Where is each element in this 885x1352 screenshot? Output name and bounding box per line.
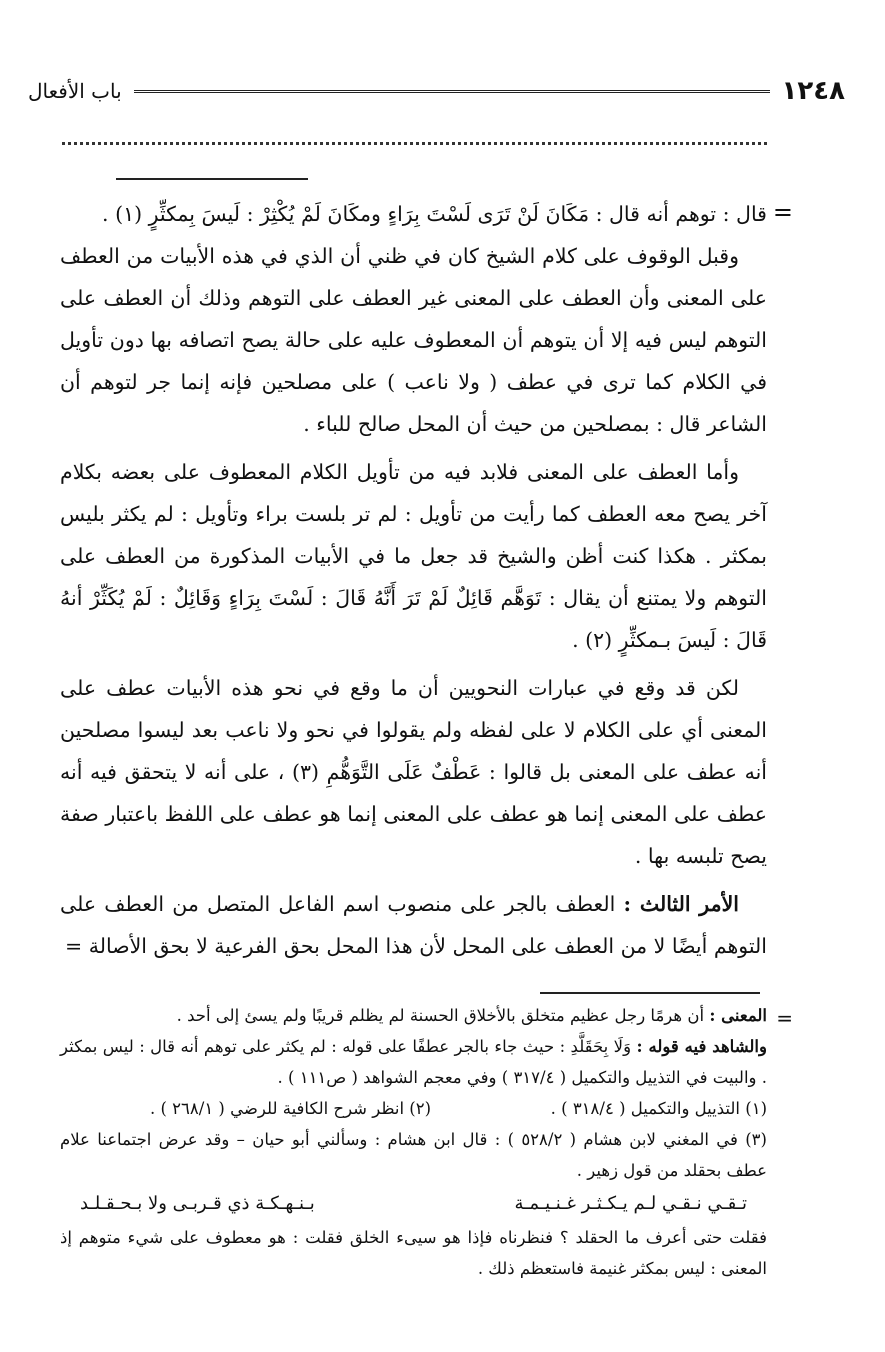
footnote-3-continued: فقلت حتى أعرف ما الحقلد ؟ فنظرناه فإذا هو سيىء الخلق فقلت : هو معطوف على شيء متوهم إذ المعنى : ليس بمكثر غنيمة فاستعظم ذلك .: [60, 1228, 767, 1278]
continuation-mark-top: =: [772, 198, 793, 226]
continuation-mark-footnote: =: [776, 1006, 793, 1030]
verse-line: [60, 1186, 767, 1222]
footnotes: [60, 1000, 767, 1284]
paragraph-2: وقبل الوقوف على كلام الشيخ كان في ظني أن الذي في هذه الأبيات من العطف على المعنى وأن العطف على المعنى غير العطف على التوهم وذلك أن العطف على التوهم ليس فيه إلا أن يتوهم أن المعطوف عليه على حالة يصح اتصافه بها دون تأويل في الكلام كما ترى في عطف ( ولا ناعب ) على مصلحين فإنه إنما جر لتوهم أن الشاعر قال : بمصلحين من حيث أن المحل صالح للباء .: [60, 244, 767, 436]
header-rule: [134, 90, 770, 93]
paragraph-3: وأما العطف على المعنى فلابد فيه من تأويل الكلام المعطوف على بعضه بكلام آخر يصح معه العطف كما رأيت من تأويل : لم تر بلست براء وتأويل : لم يكثر بليس بمكثر . هكذا كنت أظن والشيخ قد جعل ما في الأبيات المذكورة من العطف على التوهم ولا يمتنع أن يقال : تَوَهَّم قَائِلٌ لَمْ تَرَ أَنَّهُ قَالَ : لَسْتَ بِرَاءٍ وَقَائِلٌ : لَمْ يُكَثِّرْ أنهُ قَالَ : لَيسَ بـمكثِّرٍ (٢) .: [60, 460, 767, 652]
page-header: [28, 74, 845, 108]
footnote-separator: [540, 992, 760, 994]
footnote-3: (٣) في المغني لابن هشام ( ٥٢٨/٢ ) : قال ابن هشام : وسألني أبو حيان – وقد عرض اجتماعنا علام عطف بحقلد من قول زهير .: [60, 1130, 767, 1180]
paragraph-5-lead: الأمر الثالث :: [623, 892, 739, 916]
running-head: باب الأفعال: [28, 79, 122, 103]
paragraph-5: [60, 883, 767, 967]
dotted-separator: [62, 142, 767, 145]
paragraph-1: قال : توهم أنه قال : مَكَانَ لَنْ تَرَى لَسْتَ بِرَاءٍ ومكَانَ لَمْ يُكْثِرْ : لَيسَ بِمكثِّرٍ (١) .: [102, 202, 767, 226]
footnote-meaning-text: أن هرمًا رجل عظيم متخلق بالأخلاق الحسنة لم يظلم قريبًا ولم يسئ إلى أحد .: [176, 1006, 710, 1025]
footnote-meaning-lead: المعنى :: [709, 1006, 767, 1025]
footnote-2: (٢) انظر شرح الكافية للرضي ( ٢٦٨/١ ) .: [150, 1099, 432, 1118]
footnote-evidence: [60, 1031, 767, 1093]
verse-hemistich-left: بـنـهـكـة ذي قـربـى ولا بـحـقـلـد: [80, 1193, 315, 1214]
footnote-evidence-text: وَلَا بِحَقَلَّدِ : حيث جاء بالجر عطفًا على قوله : لم يكثر على توهم أنه قال : ليس بمكثر . والبيت في التذييل والتكميل ( ٣١٧/٤ ) وفي معجم الشواهد ( ص١١١ ) .: [60, 1037, 767, 1087]
footnote-meaning: [60, 1000, 767, 1031]
page-number: ١٢٤٨: [781, 76, 845, 106]
main-text: [60, 193, 767, 967]
short-rule: [116, 178, 308, 180]
footnote-1: (١) التذييل والتكميل ( ٣١٨/٤ ) .: [550, 1099, 767, 1118]
footnotes-1-2: [60, 1093, 767, 1124]
paragraph-4: لكن قد وقع في عبارات النحويين أن ما وقع في نحو هذه الأبيات عطف على المعنى أي على الكلام لا على لفظه ولم يقولوا في نحو ولا ناعب بعد ليسوا مصلحين أنه عطف على المعنى بل قالوا : عَطْفٌ عَلَى التَّوَهُّمِ (٣) ، على أنه لا يتحقق فيه أنه عطف على المعنى إنما هو عطف على المعنى إنما هو عطف على اللفظ باعتبار صفة يصح تلبسه بها .: [60, 676, 767, 868]
footnote-evidence-lead: والشاهد فيه قوله :: [636, 1037, 767, 1056]
paragraph-5-text: العطف بالجر على منصوب اسم الفاعل المتصل من العطف على التوهم أيضًا لا من العطف على المحل لأن هذا المحل بحق الفرعية لا بحق الأصالة =: [60, 892, 767, 958]
verse-hemistich-right: تـقـي نـقـي لـم يـكـثـر غـنـيـمـة: [514, 1193, 747, 1214]
